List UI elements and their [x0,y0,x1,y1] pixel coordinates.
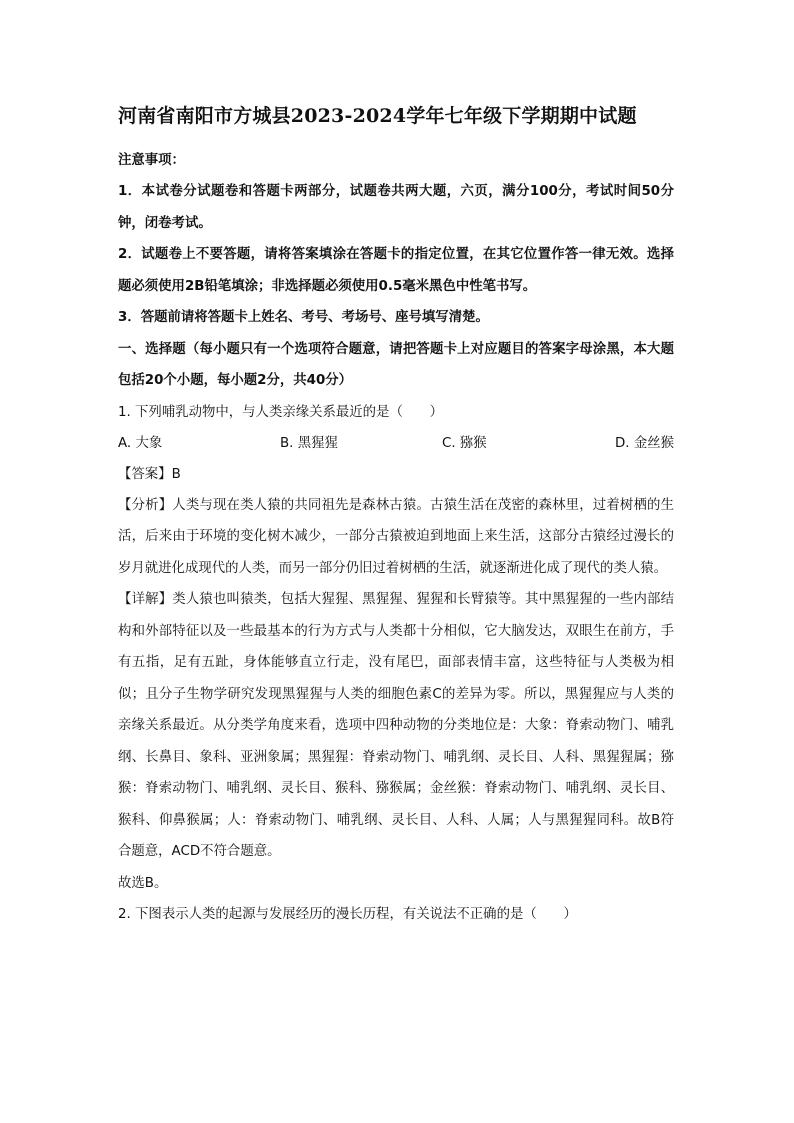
option-b: B. 黑猩猩 [280,435,338,451]
page-title: 河南省南阳市方城县2023-2024学年七年级下学期期中试题 [118,105,637,127]
detail-text: 类人猿也叫猿类，包括大猩猩、黑猩猩、猩猩和长臂猿等。其中黑猩猩的一些内部结构和外部特征以及一些最基本的行为方式与人类都十分相似，它大脑发达，双眼生在前方，手有五指，足有五趾，身体能够直立行走，没有尾巴，面部表情丰富，这些特征与人类极为相似；且分子生物学研究发现黑猩猩与人类的细胞色素C的差异为零。所以，黑猩猩应与人类的亲缘关系最近。从分类学角度来看，选项中四种动物的分类地位是：大象：脊索动物门、哺乳纲、长鼻目、象科、亚洲象属；黑猩猩：脊索动物门、哺乳纲、灵长目、人科、黑猩猩属；猕猴：脊索动物门、哺乳纲、灵长目、猴科、猕猴属；金丝猴：脊索动物门、哺乳纲、灵长目、猴科、仰鼻猴属；人：脊索动物门、哺乳纲、灵长目、人科、人属；人与黑猩猩同科。故B符合题意，ACD不符合题意。 [118,592,675,859]
analysis-text: 人类与现在类人猿的共同祖先是森林古猿。古猿生活在茂密的森林里，过着树栖的生活，后来由于环境的变化树木减少，一部分古猿被迫到地面上来生活，这部分古猿经过漫长的岁月就进化成现代的人类，而另一部分仍旧过着树栖的生活，就逐渐进化成了现代的类人猿。 [118,497,675,576]
exam-page [118,103,674,930]
answer-value: B [171,466,181,482]
analysis-label: 【分析】 [118,497,173,513]
detail-label: 【详解】 [118,592,173,607]
conclusion-line: 故选B。 [118,875,168,891]
analysis-paragraph [118,490,674,585]
answer-label: 【答案】 [118,466,172,482]
section-heading: 一、选择题（每小题只有一个选项符合题意，请把答题卡上对应题目的答案字母涂黑，本大题包括20个小题，每小题2分，共40分） [118,341,674,388]
option-a: A. 大象 [118,435,163,451]
option-d: D. 金丝猴 [615,435,674,451]
detail-paragraph [118,584,674,868]
notice-item-3: 3．答题前请将答题卡上姓名、考号、考场号、座号填写清楚。 [118,310,489,325]
notice-item-2: 2．试题卷上不要答题，请将答案填涂在答题卡的指定位置，在其它位置作答一律无效。选择题必须使用2B铅笔填涂；非选择题必须使用0.5毫米黑色中性笔书写。 [118,247,674,294]
question-2-stem: 2. 下图表示人类的起源与发展经历的漫长历程，有关说法不正确的是（ ） [118,906,577,922]
option-c: C. 猕猴 [442,435,487,451]
question-1-options [118,428,674,459]
question-1-stem: 1. 下列哺乳动物中，与人类亲缘关系最近的是（ ） [118,404,444,420]
notice-heading: 注意事项： [118,152,185,168]
answer-line [118,459,674,490]
notice-item-1: 1．本试卷分试题卷和答题卡两部分，试题卷共两大题，六页，满分100分，考试时间50分钟，闭卷考试。 [118,184,674,231]
